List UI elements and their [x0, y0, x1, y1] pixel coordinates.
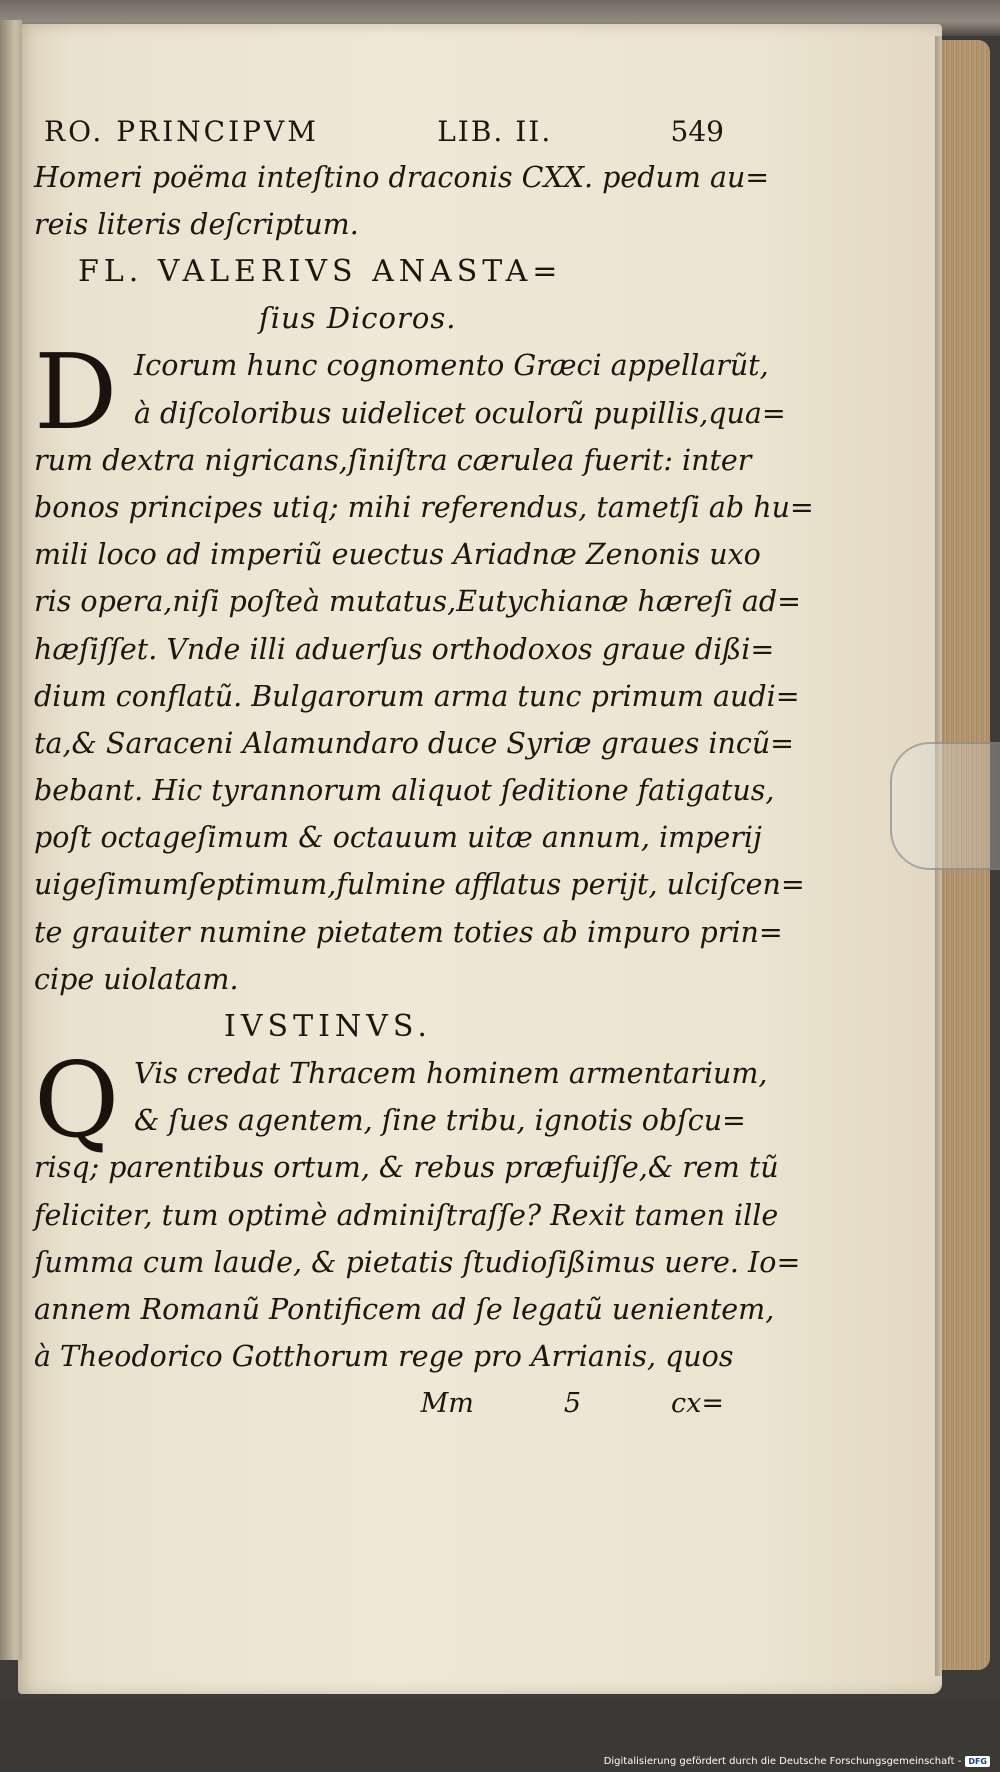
text-line: Vis credat Thracem hominem armentarium, [134, 1057, 768, 1090]
section-title-valerius: FL. VALERIVS ANASTA= [78, 254, 563, 290]
text-line: à Theodorico Gotthorum rege pro Arrianis, quos [34, 1340, 734, 1374]
left-spine [0, 20, 22, 1660]
text-line: à diſcoloribus uidelicet oculorũ pupillis,qua= [134, 396, 786, 430]
text-line: hæſiſſet. Vnde illi aduerſus orthodoxos graue dißi= [34, 632, 775, 666]
text-line: dium conflatũ. Bulgarorum arma tunc primum audi= [34, 679, 800, 713]
page-text [34, 108, 814, 1427]
running-head-left: RO. PRINCIPVM [44, 115, 319, 148]
drop-capital-d: D [34, 331, 118, 454]
section-body-valerius [34, 331, 814, 1003]
dfg-logo-icon: DFG [965, 1756, 990, 1767]
signature-number: 5 [563, 1388, 582, 1420]
catchword: cx= [671, 1388, 724, 1420]
text-line: Icorum hunc cognomento Græci appellarũt, [134, 349, 769, 383]
text-line: annem Romanũ Pontificem ad ſe legatũ uenientem, [34, 1292, 775, 1326]
section-body-iustinus [34, 1039, 801, 1380]
text-line: ris opera,niſi poſteà mutatus,Eutychianæ hæreſi ad= [34, 585, 802, 619]
text-line: poſt octageſimum & octauum uitæ annum, imperij [34, 821, 762, 855]
drop-capital-q: Q [34, 1039, 120, 1161]
page-clip [890, 742, 1000, 870]
credit-text: Digitalisierung gefördert durch die Deutsche Forschungsgemeinschaft - [603, 1755, 962, 1767]
text-line: rum dextra nigricans,ſiniſtra cærulea fuerit: inter [34, 443, 752, 477]
running-head [34, 108, 724, 154]
text-line: uigeſimumſeptimum,fulmine afflatus periјt, ulciſcen= [34, 868, 805, 902]
text-line: te grauiter numine pietatem toties ab impuro prin= [34, 915, 783, 949]
text-line: feliciter, tum optimè adminiſtraſſe? Rexit tamen ille [34, 1198, 779, 1232]
text-line: bebant. Hic tyrannorum aliquot ſeditione fatigatus, [34, 774, 775, 808]
text-line: bonos principes utiq; mihi referendus, tametſi ab hu= [34, 490, 814, 524]
text-line: cipe uiolatam. [34, 962, 239, 996]
signature-mark: Mm [420, 1388, 474, 1420]
section-subtitle-valerius: ſius Dicoros. [259, 301, 457, 336]
text-line: ſumma cum laude, & pietatis ſtudioſißimus uere. Io= [34, 1245, 801, 1279]
text-line: risq; parentibus ortum, & rebus præfuiſſe,& rem tũ [34, 1151, 779, 1185]
section-title-iustinus: IVSTINVS. [224, 1009, 432, 1044]
running-head-book: LIB. II. [437, 115, 553, 148]
text-line: ta,& Saraceni Alamundaro duce Syriæ graues incũ= [34, 726, 795, 760]
text-line: mili loco ad imperiũ euectus Ariadnæ Zenonis uxo [34, 538, 761, 572]
text-line: Homeri poëma inteſtino draconis CXX. pedum au= [34, 161, 770, 194]
page-number: 549 [670, 115, 724, 148]
digitization-credit [604, 1752, 990, 1770]
signature-line [34, 1380, 724, 1427]
text-line: & ſues agentem, ſine tribu, ignotis obſcu= [134, 1104, 746, 1138]
text-line: reis literis deſcriptum. [34, 208, 359, 242]
